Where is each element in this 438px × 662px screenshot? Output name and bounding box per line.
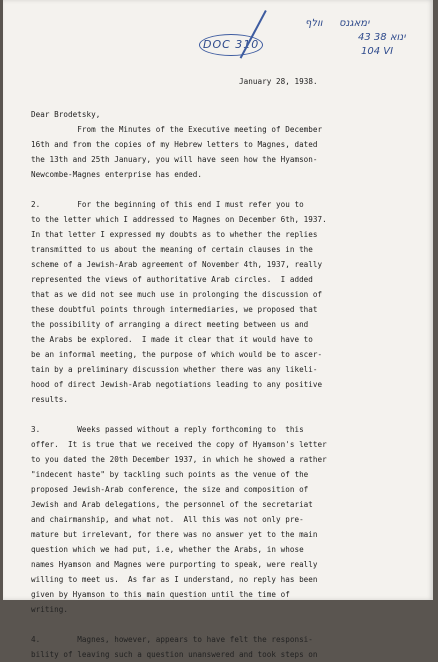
letter-line: the Arabs be explored. I made it clear that it would have to xyxy=(31,335,313,344)
letter-line: writing. xyxy=(31,605,68,614)
letter-line: 2. For the beginning of this end I must refer you to xyxy=(31,200,304,209)
letter-line: question which we had put, i.e, whether the Arabs, in whose xyxy=(31,545,304,554)
letter-line: 3. Weeks passed without a reply forthcoming to this xyxy=(31,425,304,434)
handwritten-note-c: 43 ינוא 38 xyxy=(358,32,406,43)
letter-line: mature but irrelevant, for there was no answer yet to the main xyxy=(31,530,318,539)
reference-number: DOC 310 xyxy=(203,38,260,51)
letter-line: hood of direct Jewish-Arab negotiations leading to any positive xyxy=(31,380,323,389)
letter-line: scheme of a Jewish-Arab agreement of November 4th, 1937, really xyxy=(31,260,323,269)
letter-line xyxy=(31,617,327,632)
letter-line: Jewish and Arab delegations, the personnel of the secretariat xyxy=(31,500,313,509)
letter-line: to you dated the 20th December 1937, in which he showed a rather xyxy=(31,455,327,464)
letter-line: 16th and from the copies of my Hebrew letters to Magnes, dated xyxy=(31,140,318,149)
letter-line: "indecent haste" by tackling such points as the venue of the xyxy=(31,470,309,479)
letter-line: proposed Jewish-Arab conference, the size and composition of xyxy=(31,485,309,494)
letter-line: transmitted to us about the meaning of certain clauses in the xyxy=(31,245,313,254)
letter-line: the possibility of arranging a direct meeting between us and xyxy=(31,320,309,329)
letter-line: these doubtful points through intermediaries, we proposed that xyxy=(31,305,318,314)
letter-line: offer. It is true that we received the copy of Hyamson's letter xyxy=(31,440,327,449)
letter-line: From the Minutes of the Executive meeting of December xyxy=(31,125,323,134)
letter-line: and chairmanship, and what not. All this was not only pre- xyxy=(31,515,304,524)
letter-page xyxy=(3,0,433,659)
handwritten-note-d: 104 VI xyxy=(361,46,394,57)
letter-line: given by Hyamson to this main question until the time of xyxy=(31,590,290,599)
salutation: Dear Brodetsky, xyxy=(31,110,101,119)
letter-line: Newcombe-Magnes enterprise has ended. xyxy=(31,170,203,179)
letter-line: tain by a preliminary discussion whether there was any likeli- xyxy=(31,365,318,374)
letter-line: that as we did not see much use in prolonging the discussion of xyxy=(31,290,323,299)
handwritten-note-a: וולף xyxy=(305,18,323,29)
handwritten-note-b: ימאגנס xyxy=(339,18,370,29)
letter-date: January 28, 1938. xyxy=(239,77,318,86)
letter-line: bility of leaving such a question unanswered and took steps on xyxy=(31,650,318,659)
letter-line: 4. Magnes, however, appears to have felt the responsi- xyxy=(31,635,313,644)
letter-line: be an informal meeting, the purpose of which would be to ascer- xyxy=(31,350,323,359)
letter-line: to the letter which I addressed to Magnes on December 6th, 1937. xyxy=(31,215,327,224)
letter-line xyxy=(31,407,327,422)
letter-line xyxy=(31,182,327,197)
letter-body xyxy=(31,122,327,662)
letter-line: results. xyxy=(31,395,68,404)
letter-line: the 13th and 25th January, you will have seen how the Hyamson- xyxy=(31,155,318,164)
letter-line: willing to meet us. As far as I understand, no reply has been xyxy=(31,575,318,584)
letter-line: names Hyamson and Magnes were purporting to speak, were really xyxy=(31,560,318,569)
letter-line: represented the views of authoritative Arab circles. I added xyxy=(31,275,313,284)
letter-line: In that letter I expressed my doubts as to whether the replies xyxy=(31,230,318,239)
